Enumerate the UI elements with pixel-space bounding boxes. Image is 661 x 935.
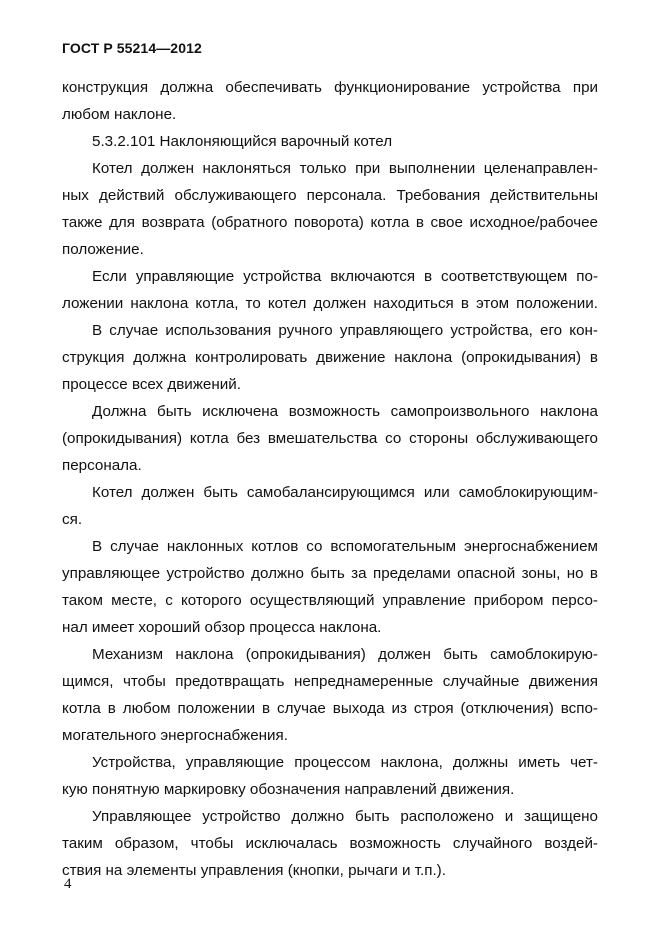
text-line: В случае использования ручного управляющего устройства, его кон- xyxy=(92,322,598,339)
text-line: также для возврата (обратного поворота) котла в свое исходное/рабочее xyxy=(62,214,598,231)
text-line: Механизм наклона (опрокидывания) должен быть самоблокирую- xyxy=(92,646,598,663)
text-line: ся. xyxy=(62,511,83,528)
text-line: таким образом, чтобы исключалась возможность случайного воздей- xyxy=(62,835,598,852)
text-line: таком месте, с которого осуществляющий управление прибором персо- xyxy=(62,592,598,609)
document-header: ГОСТ Р 55214—2012 xyxy=(62,40,202,56)
text-line: Управляющее устройство должно быть расположено и защищено xyxy=(92,808,598,825)
text-line: могательного энергоснабжения. xyxy=(62,727,288,744)
text-line: управляющее устройство должно быть за пределами опасной зоны, но в xyxy=(62,565,598,582)
text-line: Котел должен быть самобалансирующимся или самоблокирующим- xyxy=(92,484,598,501)
section-heading: 5.3.2.101 Наклоняющийся варочный котел xyxy=(92,133,393,150)
text-line: процессе всех движений. xyxy=(62,376,241,393)
text-line: любом наклоне. xyxy=(62,106,177,123)
text-line: ных действий обслуживающего персонала. Требования действительны xyxy=(62,187,598,204)
text-line: Устройства, управляющие процессом наклона, должны иметь чет- xyxy=(92,754,598,771)
text-line: (опрокидывания) котла без вмешательства со стороны обслуживающего xyxy=(62,430,598,447)
text-line: Должна быть исключена возможность самопроизвольного наклона xyxy=(92,403,598,420)
text-line: Если управляющие устройства включаются в соответствующем по- xyxy=(92,268,598,285)
text-line: котла в любом положении в случае выхода из строя (отключения) вспо- xyxy=(62,700,598,717)
text-line: кую понятную маркировку обозначения направлений движения. xyxy=(62,781,515,798)
text-line: Котел должен наклоняться только при выполнении целенаправлен- xyxy=(92,160,598,177)
text-line: струкция должна контролировать движение наклона (опрокидывания) в xyxy=(62,349,598,366)
document-body xyxy=(62,74,598,884)
text-line: нал имеет хороший обзор процесса наклона. xyxy=(62,619,382,636)
text-line: конструкция должна обеспечивать функционирование устройства при xyxy=(62,79,598,96)
text-line: ложении наклона котла, то котел должен находиться в этом положении. xyxy=(62,295,598,312)
text-line: В случае наклонных котлов со вспомогательным энергоснабжением xyxy=(92,538,598,555)
text-line: ствия на элементы управления (кнопки, рычаги и т.п.). xyxy=(62,862,446,879)
page-number: 4 xyxy=(64,876,72,892)
text-line: положение. xyxy=(62,241,144,258)
text-line: персонала. xyxy=(62,457,142,474)
text-line: щимся, чтобы предотвращать непреднамеренные случайные движения xyxy=(62,673,598,690)
